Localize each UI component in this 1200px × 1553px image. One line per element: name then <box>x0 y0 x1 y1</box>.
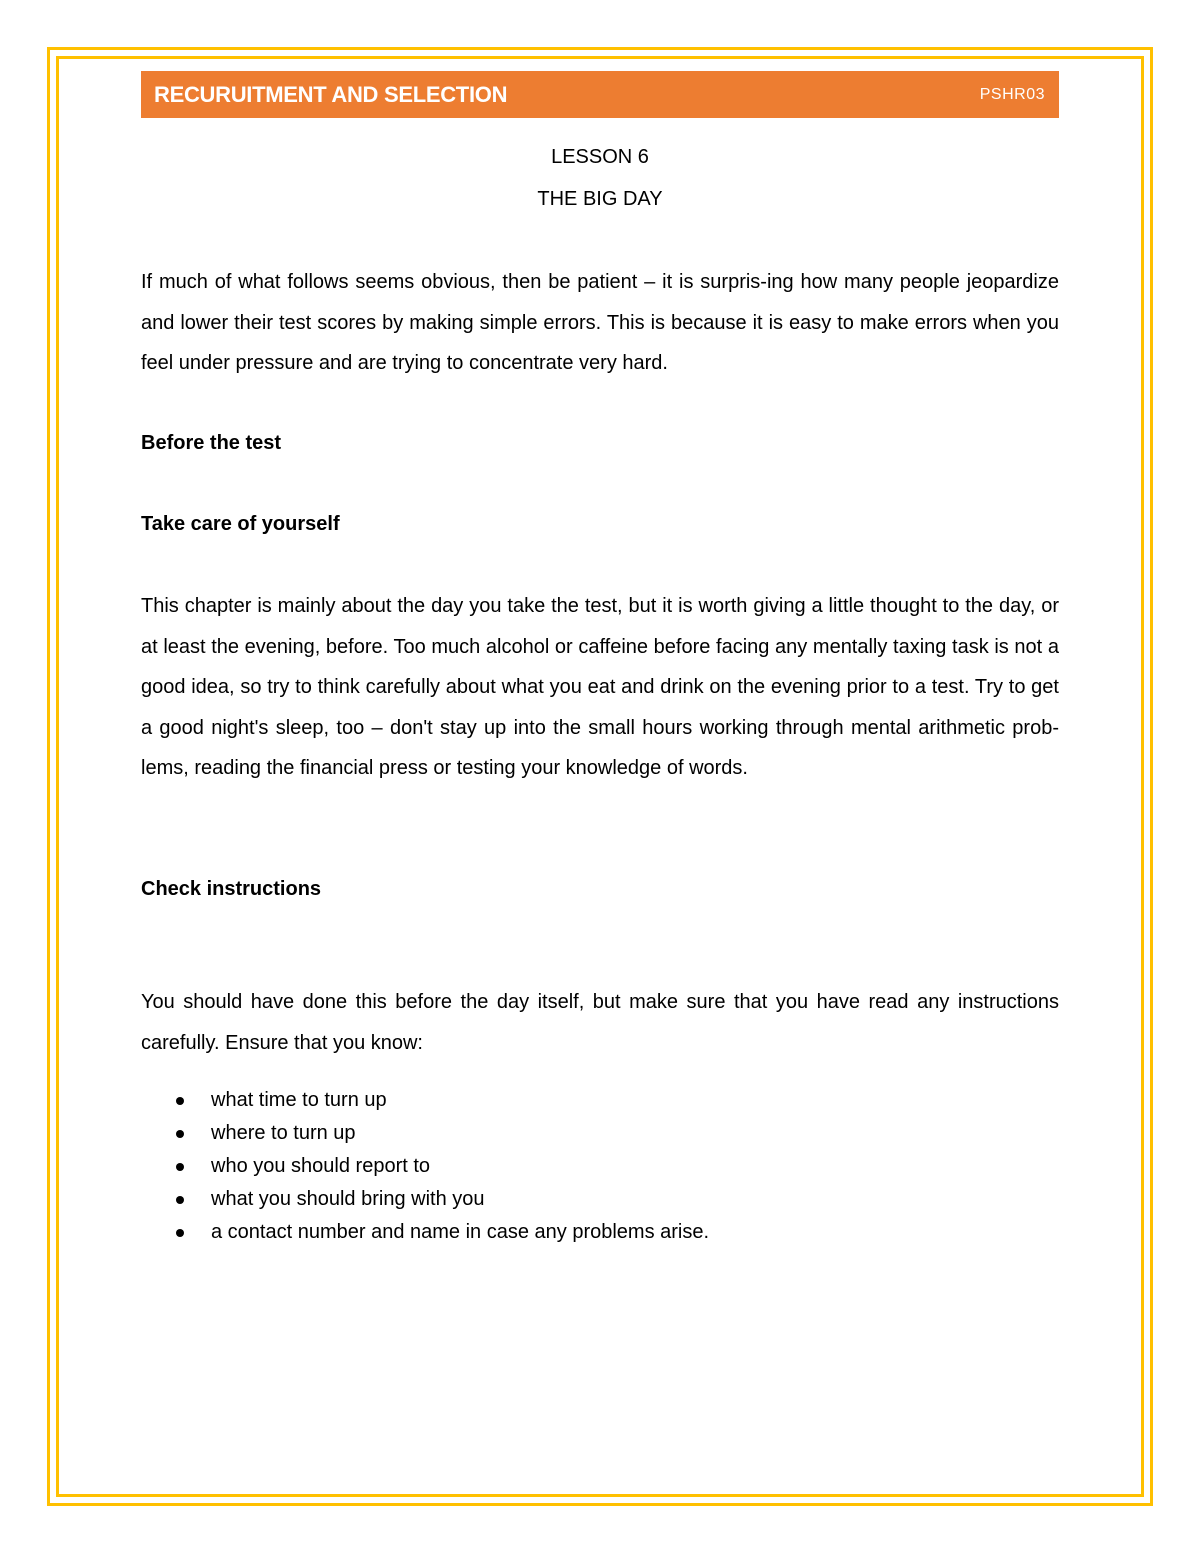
list-item <box>141 1186 1059 1219</box>
header-bar <box>141 71 1059 118</box>
list-item-text: where to turn up <box>211 1122 356 1144</box>
list-item-text: what you should bring with you <box>211 1188 485 1210</box>
instructions-list <box>141 1087 1059 1252</box>
bullet-icon <box>176 1196 184 1204</box>
bullet-icon <box>176 1163 184 1171</box>
bullet-icon <box>176 1097 184 1105</box>
take-care-paragraph: This chapter is mainly about the day you take the test, but it is worth giving a little thought to the day, or at least the evening, before. Too much alcohol or caffeine before facing any mentally taxing task is not a good idea, so try to think carefully about what you eat and drink on the evening prior to a test. Try to get a good night's sleep, too – don't stay up into the small hours working through mental arithmetic prob-lems, reading the financial press or testing your knowledge of words. <box>141 595 1059 779</box>
section-heading-check-instructions: Check instructions <box>141 878 322 900</box>
list-item-text: what time to turn up <box>211 1089 387 1111</box>
list-item-text: who you should report to <box>211 1155 431 1177</box>
list-item-text: a contact number and name in case any problems arise. <box>211 1221 710 1243</box>
lesson-number: LESSON 6 <box>551 146 649 168</box>
check-instructions-paragraph: You should have done this before the day itself, but make sure that you have read any instructions carefully. Ensure that you know: <box>141 991 1059 1054</box>
intro-paragraph: If much of what follows seems obvious, then be patient – it is surpris-ing how many people jeopardize and lower their test scores by making simple errors. This is because it is easy to make errors when you feel under pressure and are trying to concentrate very hard. <box>141 271 1059 374</box>
bullet-icon <box>176 1229 184 1237</box>
course-title: RECURUITMENT AND SELECTION <box>154 82 508 107</box>
list-item <box>141 1153 1059 1186</box>
list-item <box>141 1120 1059 1153</box>
lesson-title: THE BIG DAY <box>537 188 663 210</box>
course-code: PSHR03 <box>979 86 1045 103</box>
list-item <box>141 1219 1059 1252</box>
list-item <box>141 1087 1059 1120</box>
section-heading-before-test: Before the test <box>141 432 282 454</box>
subheading-take-care: Take care of yourself <box>141 513 340 535</box>
bullet-icon <box>176 1130 184 1138</box>
